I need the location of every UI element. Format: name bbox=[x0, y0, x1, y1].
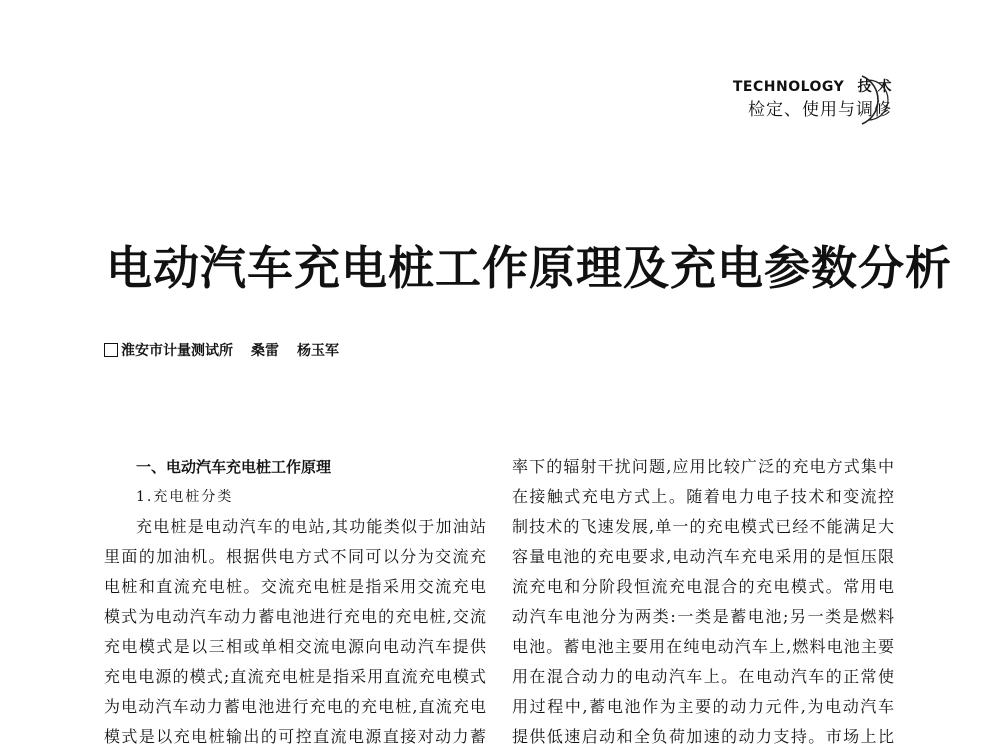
header-arc-decoration bbox=[858, 72, 894, 128]
byline-box-icon bbox=[104, 343, 118, 357]
body-line: 制技术的飞速发展,单一的充电模式已经不能满足大 bbox=[512, 517, 894, 536]
author-name: 桑雷 bbox=[251, 343, 279, 359]
body-line: 在接触式充电方式上。随着电力电子技术和变流控 bbox=[512, 487, 894, 506]
body-line: 用在混合动力的电动汽车上。在电动汽车的正常使 bbox=[512, 667, 894, 686]
body-line: 电池。蓄电池主要用在纯电动汽车上,燃料电池主要 bbox=[512, 637, 894, 656]
body-line: 充电桩是电动汽车的电站,其功能类似于加油站 bbox=[136, 517, 486, 536]
left-column bbox=[104, 452, 486, 752]
body-line: 里面的加油机。根据供电方式不同可以分为交流充 bbox=[104, 547, 486, 566]
body-line: 动汽车电池分为两类:一类是蓄电池;另一类是燃料 bbox=[512, 607, 894, 626]
body-line: 充电模式是以三相或单相交流电源向电动汽车提供 bbox=[104, 637, 486, 656]
body-line: 提供低速启动和全负荷加速的动力支持。市场上比 bbox=[512, 727, 894, 746]
body-line: 充电电源的模式;直流充电桩是指采用直流充电模式 bbox=[104, 667, 486, 686]
author-institution: 淮安市计量测试所 bbox=[121, 343, 233, 359]
body-line: 用过程中,蓄电池作为主要的动力元件,为电动汽车 bbox=[512, 697, 894, 716]
author-name: 杨玉军 bbox=[297, 343, 339, 359]
section-heading: 一、电动汽车充电桩工作原理 bbox=[136, 458, 332, 476]
body-line: 模式为电动汽车动力蓄电池进行充电的充电桩,交流 bbox=[104, 607, 486, 626]
body-line: 为电动汽车动力蓄电池进行充电的充电桩,直流充电 bbox=[104, 697, 486, 716]
tag-en: TECHNOLOGY bbox=[732, 79, 845, 95]
body-line: 模式是以充电桩输出的可控直流电源直接对动力蓄 bbox=[104, 727, 486, 746]
body-line: 流充电和分阶段恒流充电混合的充电模式。常用电 bbox=[512, 577, 894, 596]
section-category: 检定、使用与调修 bbox=[748, 100, 892, 120]
article-title: 电动汽车充电桩工作原理及充电参数分析 bbox=[106, 241, 952, 295]
body-line: 电桩和直流充电桩。交流充电桩是指采用交流充电 bbox=[104, 577, 486, 596]
body-line: 容量电池的充电要求,电动汽车充电采用的是恒压限 bbox=[512, 547, 894, 566]
byline bbox=[104, 340, 339, 360]
right-column bbox=[512, 452, 894, 752]
body-line: 率下的辐射干扰问题,应用比较广泛的充电方式集中 bbox=[512, 457, 894, 476]
tag-cn: 技 术 bbox=[857, 79, 892, 95]
subsection-heading: 1.充电桩分类 bbox=[136, 489, 234, 505]
